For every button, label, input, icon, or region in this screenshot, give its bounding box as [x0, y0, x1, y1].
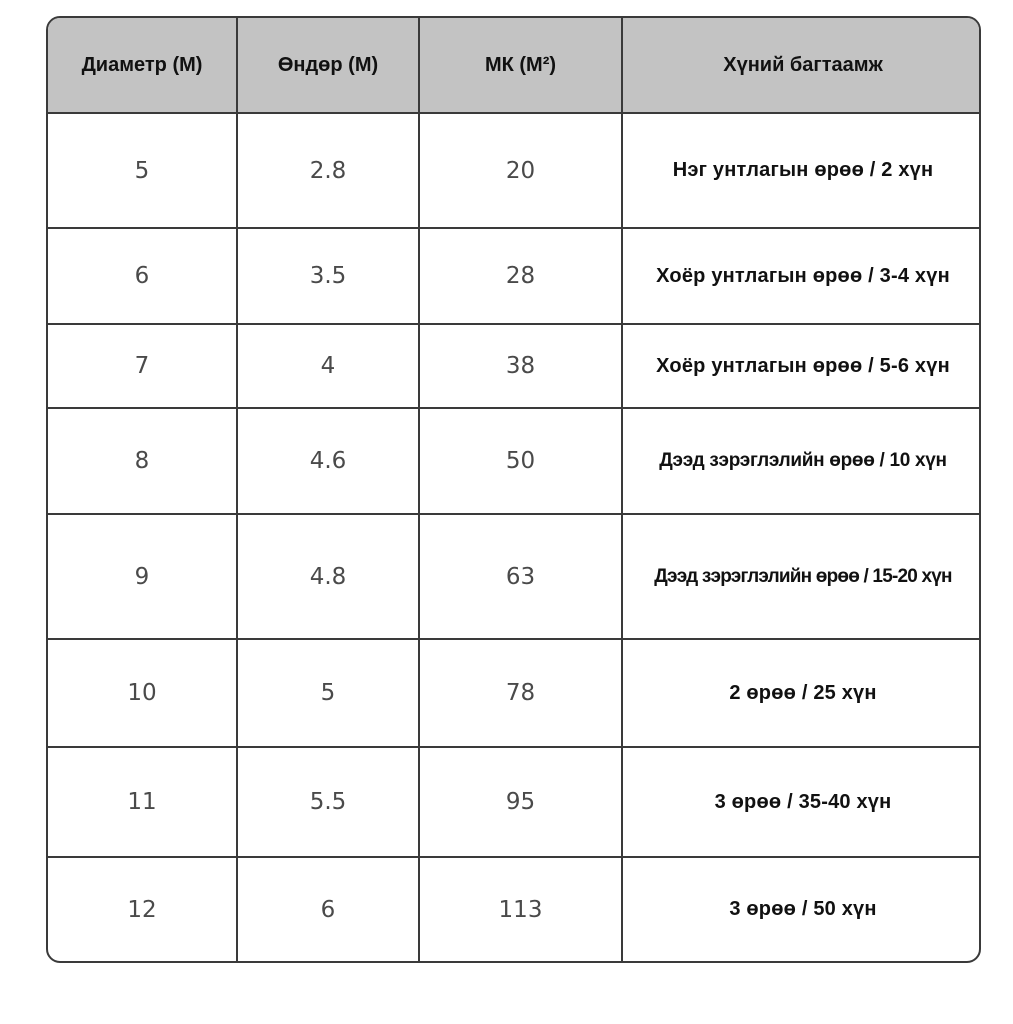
- cell-area: 78: [419, 639, 622, 747]
- yurt-size-table: [48, 18, 981, 961]
- table-row: [48, 113, 981, 228]
- cell-height: 3.5: [237, 228, 419, 324]
- cell-height: 4.6: [237, 408, 419, 514]
- cell-diameter: 11: [48, 747, 237, 857]
- cell-area: 28: [419, 228, 622, 324]
- cell-area: 38: [419, 324, 622, 408]
- cell-capacity: 2 өрөө / 25 хүн: [622, 639, 981, 747]
- header-row: [48, 18, 981, 113]
- cell-diameter: 10: [48, 639, 237, 747]
- table-row: [48, 514, 981, 639]
- cell-capacity: 3 өрөө / 35-40 хүн: [622, 747, 981, 857]
- cell-area: 20: [419, 113, 622, 228]
- table-row: [48, 857, 981, 961]
- cell-area: 50: [419, 408, 622, 514]
- cell-diameter: 5: [48, 113, 237, 228]
- cell-capacity: Дээд зэрэглэлийн өрөө / 15-20 хүн: [622, 514, 981, 639]
- cell-height: 5: [237, 639, 419, 747]
- table-row: [48, 228, 981, 324]
- cell-capacity: Дээд зэрэглэлийн өрөө / 10 хүн: [622, 408, 981, 514]
- header-height: Өндөр (М): [237, 18, 419, 113]
- cell-diameter: 8: [48, 408, 237, 514]
- cell-height: 4: [237, 324, 419, 408]
- cell-height: 2.8: [237, 113, 419, 228]
- cell-capacity: 3 өрөө / 50 хүн: [729, 898, 877, 920]
- cell-capacity: Хоёр унтлагын өрөө / 5-6 хүн: [622, 324, 981, 408]
- header-diameter: Диаметр (М): [48, 18, 237, 113]
- table-row: [48, 747, 981, 857]
- table-header: [48, 18, 981, 113]
- cell-area: 95: [419, 747, 622, 857]
- cell-capacity: Хоёр унтлагын өрөө / 3-4 хүн: [622, 228, 981, 324]
- table-row: [48, 408, 981, 514]
- cell-diameter: 12: [48, 857, 237, 961]
- header-area: МК (М²): [419, 18, 622, 113]
- cell-area: 63: [419, 514, 622, 639]
- cell-height: 6: [237, 857, 419, 961]
- cell-height: 5.5: [237, 747, 419, 857]
- cell-diameter: 6: [48, 228, 237, 324]
- table-row: [48, 324, 981, 408]
- cell-diameter: 9: [48, 514, 237, 639]
- yurt-size-table-frame: [46, 16, 981, 963]
- table-body: [48, 113, 981, 961]
- table-row: [48, 639, 981, 747]
- header-capacity: Хүний багтаамж: [622, 18, 981, 113]
- cell-capacity: Нэг унтлагын өрөө / 2 хүн: [622, 113, 981, 228]
- cell-height: 4.8: [237, 514, 419, 639]
- cell-area: 113: [419, 857, 622, 961]
- cell-diameter: 7: [48, 324, 237, 408]
